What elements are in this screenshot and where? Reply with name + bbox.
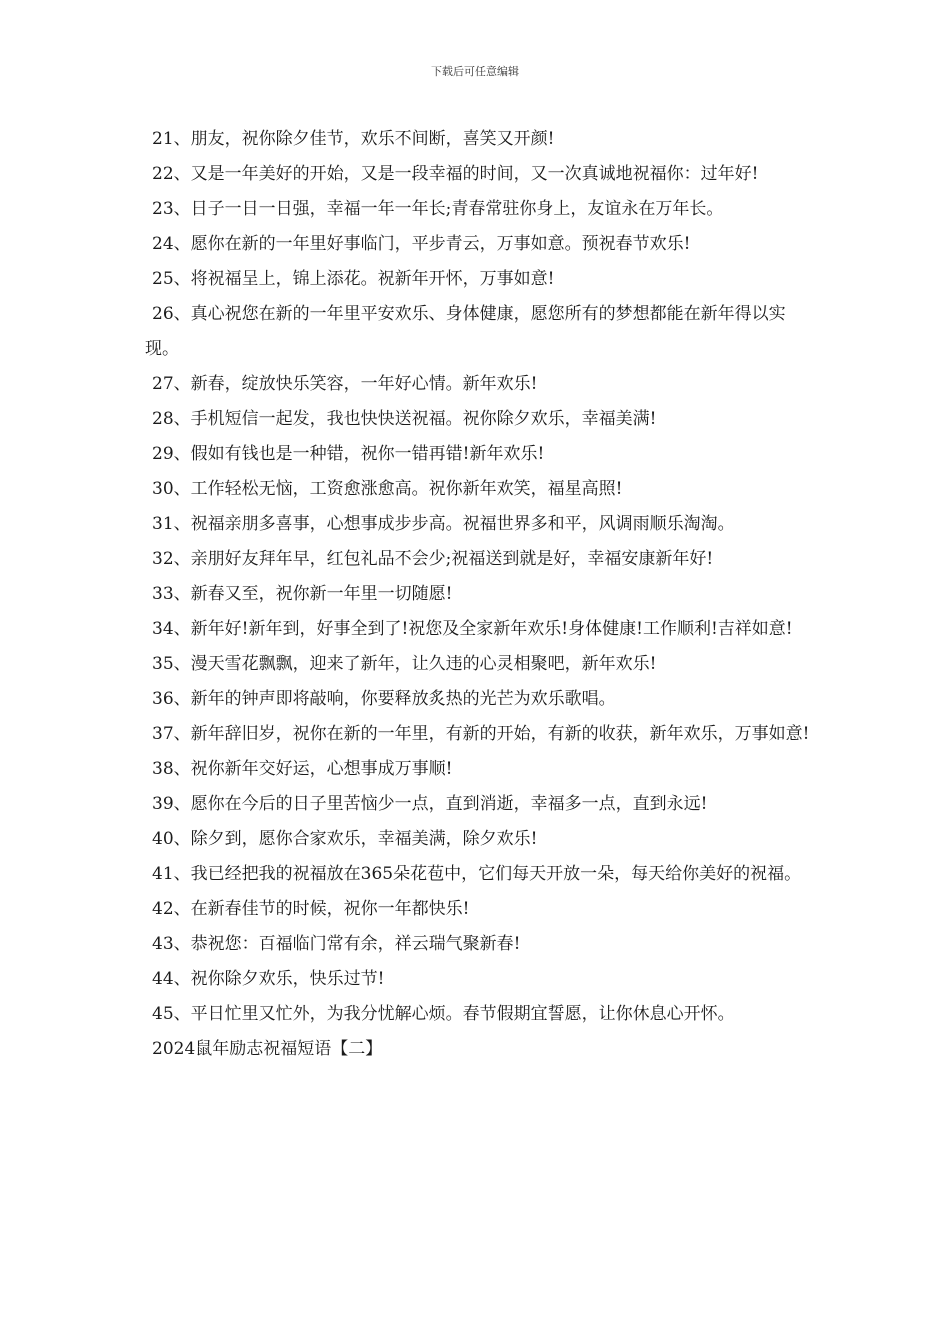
document-body bbox=[145, 122, 810, 1067]
paragraph: 27、新春，绽放快乐笑容，一年好心情。新年欢乐! bbox=[152, 374, 538, 394]
paragraph: 29、假如有钱也是一种错，祝你一错再错!新年欢乐! bbox=[152, 444, 545, 464]
paragraph: 30、工作轻松无恼，工资愈涨愈高。祝你新年欢笑，福星高照! bbox=[152, 479, 623, 499]
section-heading: 2024鼠年励志祝福短语【二】 bbox=[152, 1039, 383, 1059]
paragraph: 43、恭祝您：百福临门常有余，祥云瑞气聚新春! bbox=[152, 934, 521, 954]
paragraph: 41、我已经把我的祝福放在365朵花苞中，它们每天开放一朵，每天给你美好的祝福。 bbox=[152, 864, 802, 884]
paragraph: 21、朋友，祝你除夕佳节，欢乐不间断，喜笑又开颜! bbox=[152, 129, 555, 149]
paragraph: 31、祝福亲朋多喜事，心想事成步步高。祝福世界多和平，风调雨顺乐淘淘。 bbox=[152, 514, 735, 534]
paragraph: 45、平日忙里又忙外，为我分忧解心烦。春节假期宜誓愿，让你休息心开怀。 bbox=[152, 1004, 735, 1024]
paragraph: 44、祝你除夕欢乐，快乐过节! bbox=[152, 969, 385, 989]
paragraph: 24、愿你在新的一年里好事临门，平步青云，万事如意。预祝春节欢乐! bbox=[152, 234, 691, 254]
paragraph: 37、新年辞旧岁，祝你在新的一年里，有新的开始，有新的收获，新年欢乐，万事如意! bbox=[152, 724, 810, 744]
paragraph: 34、新年好!新年到，好事全到了!祝您及全家新年欢乐!身体健康!工作顺利!吉祥如意! bbox=[152, 619, 793, 639]
paragraph: 25、将祝福呈上，锦上添花。祝新年开怀，万事如意! bbox=[152, 269, 555, 289]
paragraph: 39、愿你在今后的日子里苦恼少一点，直到消逝，幸福多一点，直到永远! bbox=[152, 794, 708, 814]
paragraph: 28、手机短信一起发，我也快快送祝福。祝你除夕欢乐，幸福美满! bbox=[152, 409, 657, 429]
paragraph: 22、又是一年美好的开始，又是一段幸福的时间，又一次真诚地祝福你：过年好! bbox=[152, 164, 759, 184]
paragraph: 42、在新春佳节的时候，祝你一年都快乐! bbox=[152, 899, 470, 919]
paragraph: 38、祝你新年交好运，心想事成万事顺! bbox=[152, 759, 453, 779]
paragraph: 32、亲朋好友拜年早，红包礼品不会少;祝福送到就是好，幸福安康新年好! bbox=[152, 549, 714, 569]
paragraph: 23、日子一日一日强，幸福一年一年长;青春常驻你身上，友谊永在万年长。 bbox=[152, 199, 724, 219]
paragraph: 40、除夕到，愿你合家欢乐，幸福美满，除夕欢乐! bbox=[152, 829, 538, 849]
page-header: 下载后可任意编辑 bbox=[431, 65, 519, 78]
paragraph: 35、漫天雪花飘飘，迎来了新年，让久违的心灵相聚吧，新年欢乐! bbox=[152, 654, 657, 674]
paragraph: 36、新年的钟声即将敲响，你要释放炙热的光芒为欢乐歌唱。 bbox=[152, 689, 616, 709]
paragraph: 26、真心祝您在新的一年里平安欢乐、身体健康，愿您所有的梦想都能在新年得以实现。 bbox=[145, 304, 786, 359]
paragraph: 33、新春又至，祝你新一年里一切随愿! bbox=[152, 584, 453, 604]
